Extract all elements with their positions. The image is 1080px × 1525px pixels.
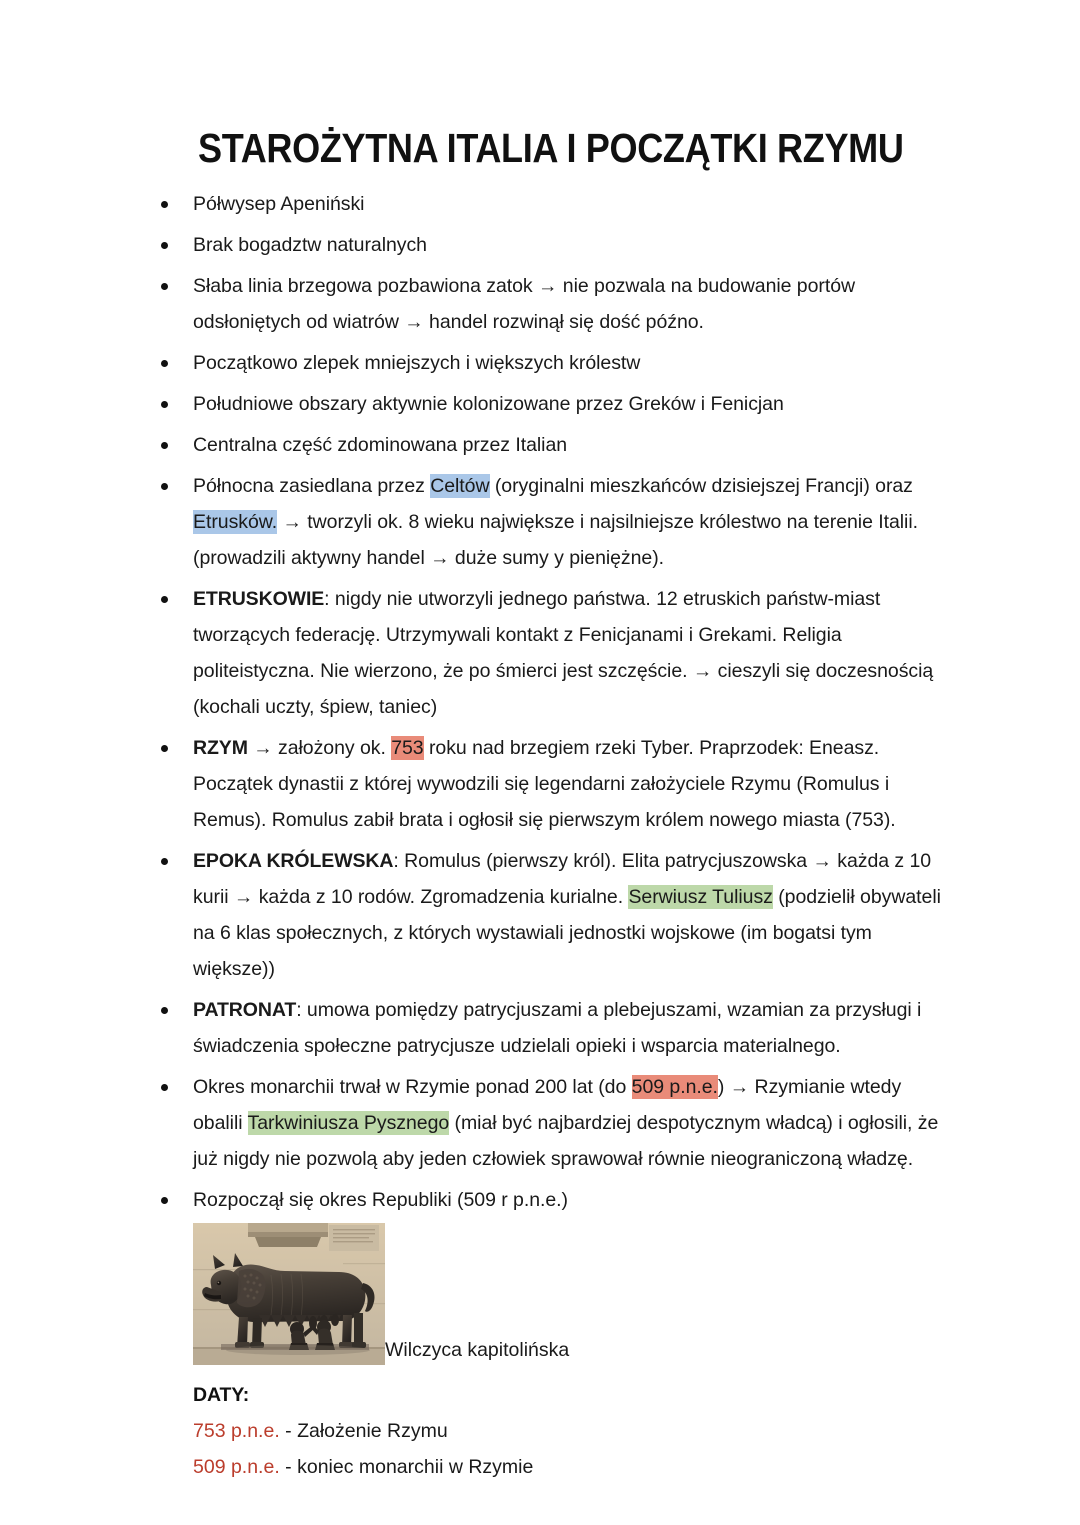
list-item — [150, 730, 950, 838]
capitoline-wolf-photo — [193, 1223, 385, 1365]
bullet-text: : nigdy nie utworzyli jednego państwa. 12 etruskich państw-miast tworzących federację. Utrzymywali kontakt z Fenicjanami i Grekami. Religia politeistyczna. Nie wierzono, że po śmierci jest szczęście. → cieszyli się doczesnością (kochali uczty, śpiew, taniec) — [193, 588, 934, 719]
highlight-tarkwiniusz-pyszny: Tarkwiniusza Pysznego — [247, 1112, 450, 1135]
list-item — [150, 581, 950, 725]
bullet-text: Półwysep Apeniński — [193, 193, 365, 216]
list-item — [150, 1069, 950, 1177]
term-rzym: RZYM — [193, 737, 248, 760]
list-item — [150, 268, 950, 340]
page-title: STAROŻYTNA ITALIA I POCZĄTKI RZYMU — [198, 125, 904, 171]
date-entry — [193, 1449, 950, 1485]
bullet-text: ) → Rzymianie wtedy obalili — [193, 1076, 902, 1135]
date-value: 509 p.n.e. — [193, 1456, 280, 1479]
date-separator: - — [279, 1456, 298, 1479]
list-item — [150, 427, 950, 463]
list-item — [150, 1182, 950, 1218]
bullet-text: Okres monarchii trwał w Rzymie ponad 200 lat (do — [193, 1076, 632, 1099]
highlight-serwiusz-tuliusz: Serwiusz Tuliusz — [628, 886, 773, 909]
date-entry — [193, 1413, 950, 1449]
list-item — [150, 386, 950, 422]
bullet-text: Południowe obszary aktywnie kolonizowane przez Greków i Fenicjan — [193, 393, 784, 416]
term-patronat: PATRONAT — [193, 999, 297, 1022]
list-item — [150, 186, 950, 222]
highlight-etruskow: Etrusków. — [193, 511, 278, 534]
highlight-753: 753 — [391, 737, 424, 760]
bullet-text: (podzielił obywateli na 6 klas społecznych, z których wystawiali jednostki wojskowe (im bogatsi tym większe)) — [193, 886, 941, 981]
bullet-text: → tworzyli ok. 8 wieku największe i najsilniejsze królestwo na terenie Italii. (prowadzili aktywny handel → duże sumy y pieniężne). — [193, 511, 918, 570]
list-item — [150, 992, 950, 1064]
list-item — [150, 345, 950, 381]
bullet-text: Rozpoczął się okres Republiki (509 r p.n.e.) — [193, 1189, 568, 1212]
highlight-celtow: Celtów — [430, 475, 490, 498]
date-value: 753 p.n.e. — [193, 1420, 280, 1443]
bullet-text: : umowa pomiędzy patrycjuszami a plebejuszami, wzamian za przysługi i świadczenia społeczne patrycjusze udzielali opieki i wsparcia materialnego. — [193, 999, 922, 1058]
list-item — [150, 468, 950, 576]
figure-caption: Wilczyca kapitolińska — [385, 1339, 570, 1362]
dates-heading: DATY: — [193, 1384, 250, 1407]
bullet-text: (miał być najbardziej despotycznym władcą) i ogłosili, że już nigdy nie pozwolą aby jeden człowiek sprawował równie nieograniczoną władzę. — [193, 1112, 939, 1171]
bullet-text: → założony ok. — [247, 737, 392, 760]
term-epoka-krolewska: EPOKA KRÓLEWSKA — [193, 850, 394, 873]
date-description: koniec monarchii w Rzymie — [297, 1456, 534, 1479]
bullet-text: roku nad brzegiem rzeki Tyber. Praprzodek: Eneasz. Początek dynastii z której wywodzili się legendarni założyciele Rzymu (Romulus i Remus). Romulus zabił brata i ogłosił się pierwszym królem nowego miasta (753). — [193, 737, 896, 832]
term-etruskowie: ETRUSKOWIE — [193, 588, 325, 611]
date-separator: - — [279, 1420, 298, 1443]
bullet-text: Brak bogadztw naturalnych — [193, 234, 427, 257]
notes-bullet-list — [150, 186, 950, 1218]
bullet-text: Centralna część zdominowana przez Italian — [193, 434, 568, 457]
list-item — [150, 227, 950, 263]
bullet-text: (oryginalni mieszkańców dzisiejszej Francji) oraz — [489, 475, 913, 498]
bullet-text: Słaba linia brzegowa pozbawiona zatok → nie pozwala na budowanie portów odsłoniętych od wiatrów → handel rozwinął się dość późno. — [193, 275, 856, 334]
date-description: Założenie Rzymu — [297, 1420, 448, 1443]
highlight-509-pne: 509 p.n.e. — [631, 1076, 718, 1099]
bullet-text: : Romulus (pierwszy król). Elita patrycjuszowska → każda z 10 kurii → każda z 10 rodów. Zgromadzenia kurialne. — [193, 850, 932, 909]
figure-block — [193, 1223, 950, 1365]
list-item — [150, 843, 950, 987]
bullet-text: Północna zasiedlana przez — [193, 475, 431, 498]
bullet-text: Początkowo zlepek mniejszych i większych królestw — [193, 352, 641, 375]
document-content — [150, 125, 950, 1485]
